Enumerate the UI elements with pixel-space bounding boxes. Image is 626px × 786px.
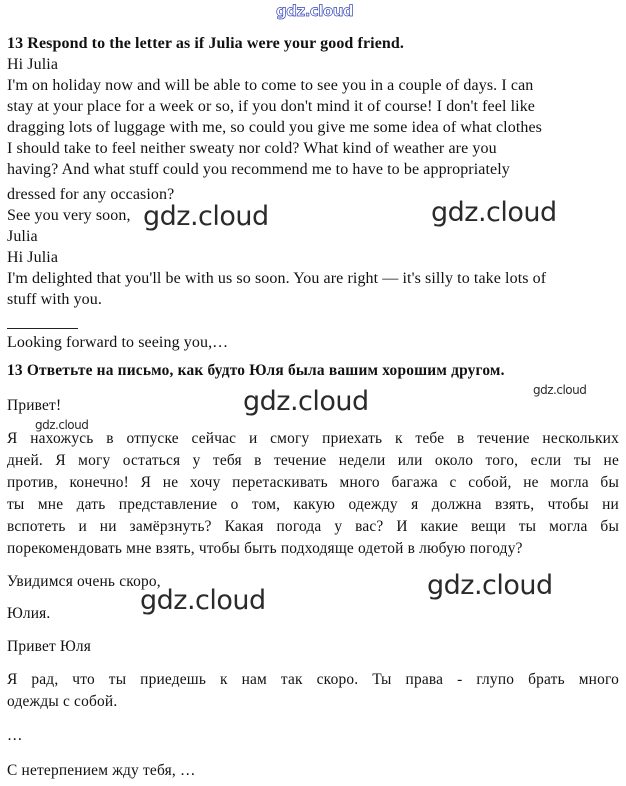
watermark: gdz.cloud	[35, 418, 89, 432]
english-reply-line: stuff with you.	[7, 291, 102, 308]
russian-closing: Увидимся очень скоро,	[7, 573, 161, 590]
russian-letter-line: ты мне дать представление о том, какую одежду я должна взять, чтобы ни	[7, 496, 619, 513]
russian-letter-line: против, конечно! Я не хочу перетаскивать много багажа с собой, не могла бы	[7, 474, 619, 491]
watermark: gdz.cloud	[243, 386, 369, 417]
english-reply-line: I'm delighted that you'll be with us so soon. You are right — it's silly to take lots of	[7, 270, 547, 287]
english-letter-line: dressed for any occasion?	[7, 186, 175, 203]
russian-letter-line: дней. Я могу остаться у тебя в течение недели или около того, если ты не	[7, 452, 619, 469]
russian-reply-line: Я рад, что ты приедешь к нам так скоро. Ты права - глупо брать много	[7, 671, 619, 688]
english-greeting: Hi Julia	[7, 56, 59, 73]
watermark-top: gdz.cloud	[276, 2, 354, 20]
russian-heading: 13 Ответьте на письмо, как будто Юля была вашим хорошим другом.	[7, 362, 505, 379]
english-letter-line: I should take to feel neither sweaty nor cold? What kind of weather are you	[7, 140, 497, 157]
russian-ellipsis: …	[7, 727, 23, 744]
russian-letter-line: Я нахожусь в отпуске сейчас и смогу приехать к тебе в течение нескольких	[7, 430, 619, 447]
watermark: gdz.cloud	[431, 197, 557, 228]
english-reply-greeting: Hi Julia	[7, 249, 59, 266]
english-reply-closing: Looking forward to seeing you,…	[7, 334, 229, 351]
english-letter-line: dragging lots of luggage with me, so could you give me some idea of what clothes	[7, 119, 542, 136]
english-signature: Julia	[7, 228, 38, 245]
english-letter-line: I'm on holiday now and will be able to come to see you in a couple of days. I can	[7, 77, 534, 94]
watermark: gdz.cloud	[140, 585, 266, 616]
english-heading: 13 Respond to the letter as if Julia were your good friend.	[7, 35, 404, 52]
russian-signature: Юлия.	[7, 605, 51, 622]
english-letter-line: stay at your place for a week or so, if you don't mind it of course! I don't feel like	[7, 98, 535, 115]
russian-reply-greeting: Привет Юля	[7, 638, 92, 655]
russian-letter-line: порекомендовать мне взять, чтобы быть подходяще одетой в любую погоду?	[7, 540, 523, 557]
watermark: gdz.cloud	[427, 570, 553, 601]
russian-reply-line: одежды с собой.	[7, 693, 118, 710]
russian-greeting: Привет!	[7, 397, 62, 414]
watermark: gdz.cloud	[143, 201, 269, 232]
russian-reply-closing: С нетерпением жду тебя, …	[7, 762, 196, 779]
english-closing: See you very soon,	[7, 207, 131, 224]
blank-line-rule	[7, 328, 78, 329]
russian-letter-line: вспотеть и ни замёрзнуть? Какая погода у вас? И какие вещи ты могла бы	[7, 518, 619, 535]
english-letter-line: having? And what stuff could you recommend me to have to be appropriately	[7, 161, 510, 178]
watermark: gdz.cloud	[533, 383, 587, 397]
